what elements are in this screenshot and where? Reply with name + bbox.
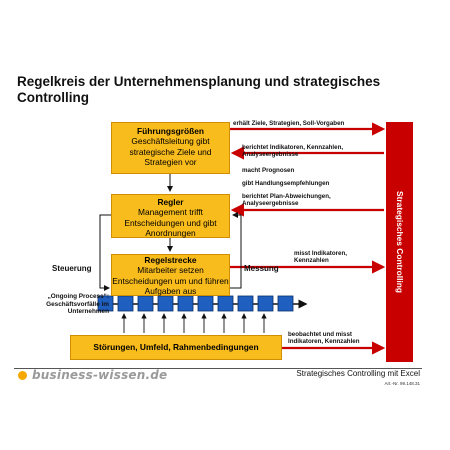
process-block [238,296,253,311]
box-regler-body: Management trifft Entscheidungen und gibt Anordnungen [124,207,217,239]
controlling-bar-label: Strategisches Controlling [394,191,405,293]
process-block [138,296,153,311]
box-regelstrecke [111,254,230,296]
label-beobachtet: beobachtet und misst Indikatoren, Kennzahlen [288,331,360,346]
footer-article-number: Art.-Nr. 99.148.31 [384,381,420,386]
box-stoerungen [70,335,282,360]
box-fuehrungsgroessen [111,122,230,174]
label-berichtet-abweichungen: berichtet Plan-Abweichungen, Analyseergebnisse [242,193,331,208]
box-regler-title: Regler [157,197,184,207]
process-block [178,296,193,311]
process-block [198,296,213,311]
process-block [278,296,293,311]
label-steuerung: Steuerung [52,264,92,273]
controlling-bar-label-wrap [386,122,413,362]
process-block [218,296,233,311]
footer-title: Strategisches Controlling mit Excel [296,369,420,378]
label-messung: Messung [244,264,279,273]
footer-logo: business-wissen.de [32,368,168,382]
box-regelstrecke-body: Mitarbeiter setzen Entscheidungen um und führen Aufgaben aus [112,265,229,297]
label-berichtet-indikatoren: berichtet Indikatoren, Kennzahlen, Analyseergebnisse [242,144,344,159]
box-stoerungen-title: Störungen, Umfeld, Rahmenbedingungen [93,342,259,353]
label-empfehlungen: gibt Handlungsempfehlungen [242,180,330,187]
slide-title: Regelkreis der Unternehmensplanung und strategisches Controlling [17,74,381,105]
box-fuehrungsgroessen-title: Führungsgrößen [137,126,204,136]
label-prognosen: macht Prognosen [242,167,295,174]
label-erhaelt: erhält Ziele, Strategien, Soll-Vorgaben [233,120,345,127]
logo-dot-icon [18,371,27,380]
label-ongoing-process: „Ongoing Process“: Geschäftsvorfälle im Unternehmen [46,293,109,316]
process-block [118,296,133,311]
box-regelstrecke-title: Regelstrecke [144,255,197,265]
label-misst: misst Indikatoren, Kennzahlen [294,250,347,265]
box-fuehrungsgroessen-body: Geschäftsleitung gibt strategische Ziele und Strategien vor [129,136,212,168]
process-block [158,296,173,311]
box-regler [111,194,230,238]
process-block [258,296,273,311]
